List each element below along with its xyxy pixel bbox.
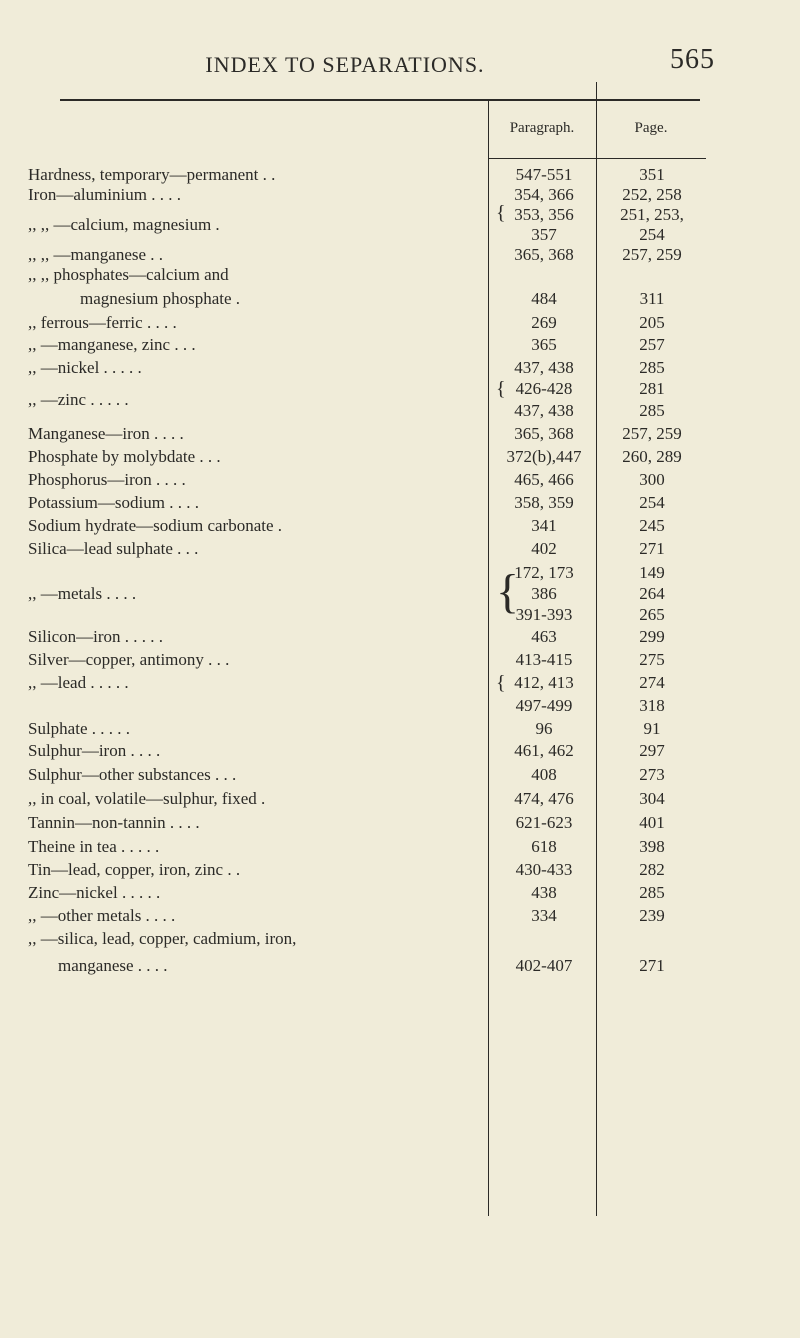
paragraph-ref: 365, 368	[514, 424, 574, 443]
index-row	[0, 955, 800, 977]
paragraph-ref: 621-623	[515, 813, 573, 832]
paragraph-ref: 402	[531, 539, 557, 558]
index-row	[0, 312, 800, 334]
paragraph-ref: 438	[531, 883, 557, 902]
header-rule	[60, 99, 700, 101]
page-ref: 91	[643, 719, 661, 738]
page-ref: 285	[639, 883, 665, 902]
entry-label: ,, —metals . . . .	[28, 584, 137, 603]
paragraph-ref: 269	[531, 313, 557, 332]
brace-glyph: {	[496, 202, 506, 224]
entry-label: ,, —zinc . . . . .	[28, 390, 129, 409]
index-row	[0, 836, 800, 858]
entry-label: Sodium hydrate—sodium carbonate .	[28, 516, 283, 535]
index-row	[0, 515, 800, 537]
paragraph-ref: 474, 476	[514, 789, 574, 808]
index-row	[0, 562, 800, 584]
entry-label: manganese . . . .	[58, 956, 168, 975]
entry-label: Silver—copper, antimony . . .	[28, 650, 230, 669]
index-row	[0, 400, 800, 422]
entry-label: ,, in coal, volatile—sulphur, fixed .	[28, 789, 266, 808]
paragraph-ref: 497-499	[515, 696, 573, 715]
page-ref: 318	[639, 696, 665, 715]
entry-label: Silicon—iron . . . . .	[28, 627, 164, 646]
page-ref: 239	[639, 906, 665, 925]
index-row	[0, 538, 800, 560]
paragraph-ref: 547-551	[515, 165, 573, 184]
index-row	[0, 905, 800, 927]
entry-label: ,, ferrous—ferric . . . .	[28, 313, 177, 332]
brace-glyph: {	[496, 378, 506, 400]
entry-label: ,, —nickel . . . . .	[28, 358, 142, 377]
page-ref: 398	[639, 837, 665, 856]
index-row	[0, 184, 800, 206]
index-row	[0, 764, 800, 786]
paragraph-ref: 461, 462	[514, 741, 574, 760]
paragraph-ref: 391-393	[515, 605, 573, 624]
entry-label: ,, ,, —manganese . .	[28, 245, 164, 264]
paragraph-column-header: Paragraph.	[509, 120, 575, 136]
page-ref: 281	[639, 379, 665, 398]
paragraph-ref: 484	[531, 289, 557, 308]
page-ref: 265	[639, 605, 665, 624]
page-ref: 282	[639, 860, 665, 879]
page-column-header: Page.	[634, 120, 668, 136]
paragraph-ref: 426-428	[515, 379, 573, 398]
index-row	[0, 718, 800, 740]
index-row	[0, 492, 800, 514]
page-ref: 271	[639, 956, 665, 975]
paragraph-ref: 618	[531, 837, 557, 856]
page-ref: 299	[639, 627, 665, 646]
brace-glyph: {	[496, 672, 506, 694]
page-ref: 285	[639, 358, 665, 377]
index-row	[0, 224, 800, 246]
index-row	[0, 695, 800, 717]
page-ref: 311	[639, 289, 665, 308]
page-ref: 271	[639, 539, 665, 558]
paragraph-ref: 365	[531, 335, 557, 354]
index-row	[0, 264, 800, 286]
index-row	[0, 423, 800, 445]
index-row	[0, 859, 800, 881]
entry-label: ,, ,, phosphates—calcium and	[28, 265, 229, 284]
page-ref: 205	[639, 313, 665, 332]
index-row	[0, 164, 800, 186]
entry-label: Sulphate . . . . .	[28, 719, 130, 738]
paragraph-ref: 357	[531, 225, 557, 244]
paragraph-ref: 463	[531, 627, 557, 646]
index-row	[0, 649, 800, 671]
page-ref: 304	[639, 789, 665, 808]
paragraph-ref: 402-407	[515, 956, 573, 975]
index-row	[0, 288, 800, 310]
paragraph-ref: 408	[531, 765, 557, 784]
entry-label: Tannin—non-tannin . . . .	[28, 813, 200, 832]
index-row	[0, 672, 800, 694]
page-ref: 300	[639, 470, 665, 489]
entry-label: Phosphate by molybdate . . .	[28, 447, 221, 466]
entry-label: Sulphur—iron . . . .	[28, 741, 161, 760]
entry-label: Iron—aluminium . . . .	[28, 185, 181, 204]
entry-label: Zinc—nickel . . . . .	[28, 883, 161, 902]
entry-label: magnesium phosphate .	[80, 289, 241, 308]
entry-label: Hardness, temporary—permanent . .	[28, 165, 276, 184]
index-row	[0, 788, 800, 810]
index-row	[0, 928, 800, 950]
paragraph-ref: 172, 173	[514, 563, 574, 582]
brace-glyph: {	[496, 565, 520, 618]
page-ref: 351	[639, 165, 665, 184]
index-row	[0, 882, 800, 904]
page-ref: 254	[639, 493, 665, 512]
paragraph-ref: 437, 438	[514, 401, 574, 420]
index-row	[0, 446, 800, 468]
page-ref: 285	[639, 401, 665, 420]
page-number: 565	[670, 44, 715, 75]
paragraph-ref: 334	[531, 906, 557, 925]
paragraph-ref: 354, 366	[514, 185, 574, 204]
entry-label: Silica—lead sulphate . . .	[28, 539, 199, 558]
paragraph-ref: 465, 466	[514, 470, 574, 489]
paragraph-ref: 372(b),447	[506, 447, 582, 466]
entry-label: ,, —lead . . . . .	[28, 673, 129, 692]
paragraph-ref: 412, 413	[514, 673, 574, 692]
column-head-rule	[488, 158, 706, 159]
entry-label: Tin—lead, copper, iron, zinc . .	[28, 860, 241, 879]
page-ref: 254	[639, 225, 665, 244]
page-ref: 252, 258	[622, 185, 682, 204]
page-ref: 257, 259	[622, 245, 682, 264]
index-row	[0, 357, 800, 379]
index-row	[0, 334, 800, 356]
index-row	[0, 583, 800, 605]
page-ref: 245	[639, 516, 665, 535]
page-ref: 273	[639, 765, 665, 784]
entry-label: Potassium—sodium . . . .	[28, 493, 199, 512]
index-row	[0, 740, 800, 762]
page-ref: 251, 253,	[620, 205, 684, 224]
page-ref: 401	[639, 813, 665, 832]
paragraph-ref: 353, 356	[514, 205, 574, 224]
page-ref: 257	[639, 335, 665, 354]
entry-label: ,, —silica, lead, copper, cadmium, iron,	[28, 929, 297, 948]
running-head-title: INDEX TO SEPARATIONS.	[205, 52, 485, 77]
page-ref: 274	[639, 673, 665, 692]
page-ref: 297	[639, 741, 665, 760]
paragraph-ref: 341	[531, 516, 557, 535]
entry-label: ,, —other metals . . . .	[28, 906, 176, 925]
paragraph-ref: 365, 368	[514, 245, 574, 264]
paragraph-ref: 413-415	[515, 650, 573, 669]
index-row	[0, 469, 800, 491]
page-ref: 264	[639, 584, 665, 603]
entry-label: Theine in tea . . . . .	[28, 837, 160, 856]
index-row	[0, 244, 800, 266]
paragraph-ref: 430-433	[515, 860, 573, 879]
index-row	[0, 626, 800, 648]
page-ref: 149	[639, 563, 665, 582]
page-ref: 257, 259	[622, 424, 682, 443]
index-row	[0, 812, 800, 834]
page-ref: 275	[639, 650, 665, 669]
paragraph-ref: 437, 438	[514, 358, 574, 377]
paragraph-ref: 96	[535, 719, 553, 738]
entry-label: Phosphorus—iron . . . .	[28, 470, 186, 489]
paragraph-ref: 386	[531, 584, 557, 603]
entry-label: Manganese—iron . . . .	[28, 424, 184, 443]
index-row	[0, 604, 800, 626]
entry-label: ,, ,, —calcium, magnesium .	[28, 215, 220, 234]
page-ref: 260, 289	[622, 447, 682, 466]
entry-label: ,, —manganese, zinc . . .	[28, 335, 196, 354]
entry-label: Sulphur—other substances . . .	[28, 765, 237, 784]
paragraph-ref: 358, 359	[514, 493, 574, 512]
